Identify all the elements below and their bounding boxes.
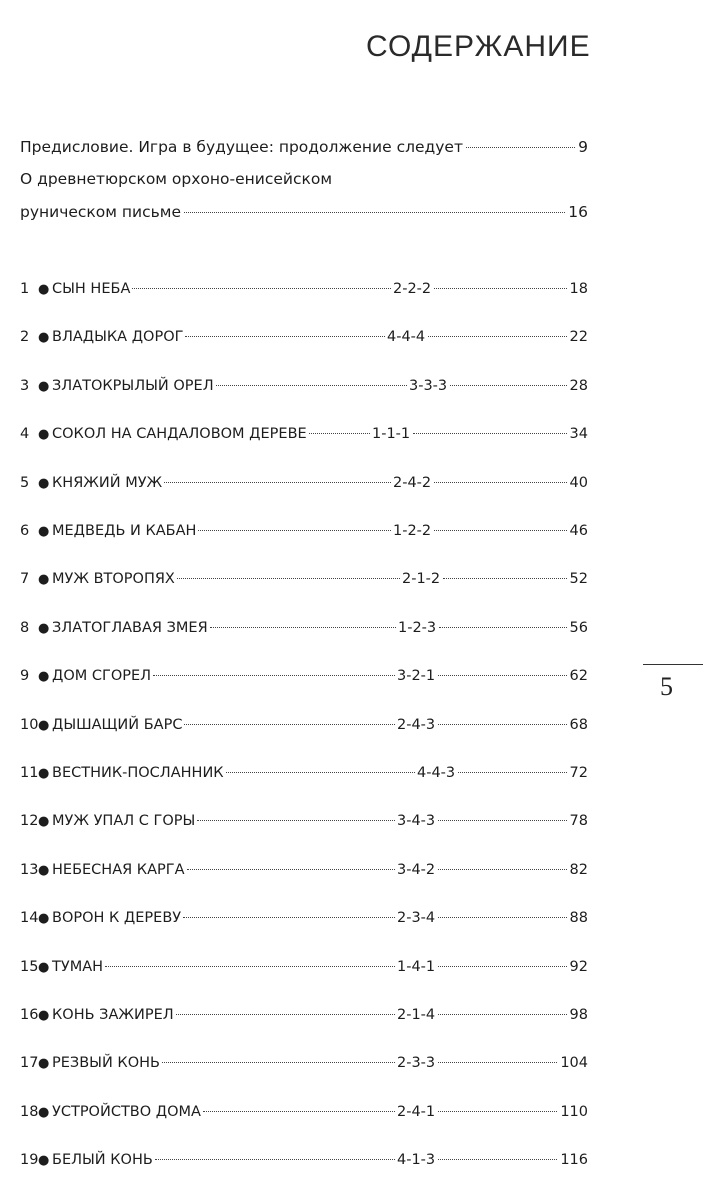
entry-number: 18	[20, 1103, 39, 1120]
bullet-icon: ●	[38, 814, 50, 830]
bullet-icon: ●	[38, 572, 50, 588]
toc-entry[interactable]	[20, 329, 588, 345]
toc-runic[interactable]	[20, 203, 588, 221]
leader-dots	[438, 820, 566, 821]
entry-number: 15	[20, 958, 39, 975]
leader-dots	[198, 530, 391, 531]
bullet-icon: ●	[38, 1008, 50, 1023]
entry-number: 9	[20, 668, 30, 685]
toc-entry[interactable]	[20, 959, 588, 975]
runic-title-line2: руническом письме	[20, 203, 181, 221]
toc-entry[interactable]	[20, 523, 588, 539]
entry-number: 16	[20, 1007, 39, 1023]
leader-dots	[434, 530, 566, 531]
entry-number: 8	[20, 619, 30, 636]
leader-dots	[210, 627, 396, 628]
runic-title-line1: О древнетюрском орхоно-енисейском	[20, 170, 333, 188]
leader-dots	[438, 1159, 557, 1160]
entry-title: ДОМ СГОРЕЛ	[52, 668, 152, 685]
entry-page: 62	[569, 668, 588, 685]
bullet-icon: ●	[38, 669, 50, 685]
entry-title: МЕДВЕДЬ И КАБАН	[52, 523, 197, 539]
bullet-icon: ●	[38, 378, 50, 394]
entry-number: 6	[20, 523, 30, 539]
leader-dots	[450, 385, 566, 386]
entry-title: СЫН НЕБА	[52, 281, 131, 297]
leader-dots	[438, 1014, 566, 1015]
leader-dots	[183, 917, 395, 918]
entry-title: ВЛАДЫКА ДОРОГ	[52, 329, 184, 346]
entry-page: 18	[569, 281, 588, 297]
bullet-icon: ●	[38, 282, 50, 297]
toc-entry[interactable]	[20, 1104, 588, 1120]
toc-entry[interactable]	[20, 813, 588, 829]
toc-entry[interactable]	[20, 1007, 588, 1023]
entry-code: 3-4-3	[397, 813, 436, 830]
entry-title: БЕЛЫЙ КОНЬ	[52, 1152, 153, 1169]
page-title: СОДЕРЖАНИЕ	[366, 30, 591, 63]
leader-dots	[197, 820, 395, 821]
page-number: 5	[660, 672, 673, 701]
entry-code: 1-4-1	[397, 958, 436, 975]
entry-code: 2-1-2	[402, 571, 441, 588]
entry-page: 92	[569, 958, 588, 975]
entry-code: 2-3-3	[397, 1055, 436, 1072]
entry-page: 116	[560, 1152, 588, 1169]
leader-dots	[177, 578, 400, 579]
toc-preface[interactable]	[20, 138, 588, 156]
leader-dots	[105, 966, 395, 967]
toc-entry[interactable]	[20, 426, 588, 442]
bullet-icon: ●	[38, 862, 50, 878]
entry-page: 28	[569, 377, 588, 394]
entry-title: МУЖ УПАЛ С ГОРЫ	[52, 813, 196, 830]
toc-entry[interactable]	[20, 378, 588, 394]
entry-code: 4-4-4	[387, 329, 426, 346]
entry-title: НЕБЕСНАЯ КАРГА	[52, 861, 185, 878]
toc-runic-line1[interactable]	[20, 170, 588, 188]
entry-page: 78	[569, 813, 588, 830]
toc-entry[interactable]	[20, 717, 588, 733]
entry-title: ЗЛАТОКРЫЛЫЙ ОРЕЛ	[52, 377, 214, 394]
entry-code: 4-1-3	[397, 1152, 436, 1169]
entry-title: ДЫШАЩИЙ БАРС	[52, 716, 183, 733]
entry-code: 3-3-3	[409, 377, 448, 394]
toc-entry[interactable]	[20, 1055, 588, 1071]
leader-dots	[434, 288, 566, 289]
toc-entry[interactable]	[20, 475, 588, 491]
entry-title: СОКОЛ НА САНДАЛОВОМ ДЕРЕВЕ	[52, 426, 307, 443]
entry-page: 68	[569, 716, 588, 733]
leader-dots	[132, 288, 391, 289]
leader-dots	[226, 772, 415, 773]
toc-entry[interactable]	[20, 571, 588, 587]
bullet-icon: ●	[38, 620, 50, 636]
toc-entry[interactable]	[20, 281, 588, 297]
toc-entry[interactable]	[20, 620, 588, 636]
leader-dots	[176, 1014, 395, 1015]
entry-code: 1-1-1	[372, 426, 411, 443]
entry-page: 52	[569, 571, 588, 588]
bullet-icon: ●	[38, 959, 50, 975]
entry-title: ВОРОН К ДЕРЕВУ	[52, 910, 182, 927]
entry-code: 3-2-1	[397, 668, 436, 685]
leader-dots	[438, 675, 566, 676]
leader-dots	[155, 1159, 395, 1160]
entry-number: 17	[20, 1055, 39, 1072]
leader-dots	[185, 336, 385, 337]
entry-number: 10	[20, 716, 39, 733]
entry-page: 110	[560, 1103, 588, 1120]
entry-number: 19	[20, 1152, 39, 1169]
leader-dots	[443, 578, 566, 579]
entry-title: УСТРОЙСТВО ДОМА	[52, 1103, 201, 1120]
leader-dots	[439, 627, 566, 628]
entry-code: 2-3-4	[397, 910, 436, 927]
leader-dots	[153, 675, 395, 676]
entry-code: 2-4-3	[397, 716, 436, 733]
leader-dots	[438, 869, 566, 870]
bullet-icon: ●	[38, 717, 50, 733]
leader-dots	[438, 724, 566, 725]
bullet-icon: ●	[38, 1153, 50, 1169]
entry-title: КНЯЖИЙ МУЖ	[52, 474, 163, 491]
leader-dots	[438, 1111, 557, 1112]
leader-dots	[428, 336, 566, 337]
leader-dots	[309, 433, 370, 434]
entry-code: 2-2-2	[393, 281, 432, 297]
toc-entry[interactable]	[20, 910, 588, 926]
toc-entry[interactable]	[20, 668, 588, 684]
bullet-icon: ●	[38, 427, 50, 443]
entry-number: 3	[20, 377, 30, 394]
entry-number: 4	[20, 426, 30, 443]
entry-number: 1	[20, 281, 30, 297]
entry-title: ТУМАН	[52, 958, 104, 975]
toc-entry[interactable]	[20, 765, 588, 781]
leader-dots	[164, 482, 391, 483]
preface-page: 9	[578, 138, 588, 156]
leader-dots	[184, 724, 395, 725]
entry-title: ВЕСТНИК-ПОСЛАННИК	[52, 765, 224, 781]
entry-code: 1-2-2	[393, 523, 432, 539]
entry-code: 2-1-4	[397, 1007, 436, 1023]
entry-number: 14	[20, 910, 39, 927]
bullet-icon: ●	[38, 766, 50, 781]
runic-page: 16	[568, 203, 588, 221]
entry-title: ЗЛАТОГЛАВАЯ ЗМЕЯ	[52, 619, 208, 636]
preface-title: Предисловие. Игра в будущее: продолжение следует	[20, 138, 463, 156]
entry-page: 40	[569, 474, 588, 491]
leader-dots	[438, 917, 566, 918]
bullet-icon: ●	[38, 330, 50, 346]
entry-page: 34	[569, 426, 588, 443]
entry-number: 13	[20, 861, 39, 878]
leader-dots	[162, 1062, 395, 1063]
entry-number: 7	[20, 571, 30, 588]
leader-dots	[187, 869, 395, 870]
leader-dots	[413, 433, 566, 434]
leader-dots	[216, 385, 407, 386]
leader-dots	[466, 147, 575, 148]
toc-entry[interactable]	[20, 1152, 588, 1168]
entry-code: 2-4-1	[397, 1103, 436, 1120]
leader-dots	[458, 772, 566, 773]
entry-number: 11	[20, 765, 39, 781]
leader-dots	[438, 1062, 557, 1063]
entry-page: 46	[569, 523, 588, 539]
entry-title: КОНЬ ЗАЖИРЕЛ	[52, 1007, 174, 1023]
bullet-icon: ●	[38, 1104, 50, 1120]
bullet-icon: ●	[38, 1056, 50, 1072]
entry-page: 82	[569, 861, 588, 878]
bullet-icon: ●	[38, 911, 50, 927]
entry-title: МУЖ ВТОРОПЯХ	[52, 571, 175, 588]
bullet-icon: ●	[38, 475, 50, 491]
entry-number: 2	[20, 329, 30, 346]
entry-number: 5	[20, 474, 30, 491]
entry-page: 56	[569, 619, 588, 636]
entry-code: 2-4-2	[393, 474, 432, 491]
entry-page: 88	[569, 910, 588, 927]
leader-dots	[203, 1111, 395, 1112]
entry-code: 1-2-3	[398, 619, 437, 636]
entry-page: 22	[569, 329, 588, 346]
bullet-icon: ●	[38, 524, 50, 539]
leader-dots	[184, 212, 565, 213]
entry-code: 4-4-3	[417, 765, 456, 781]
entry-page: 104	[560, 1055, 588, 1072]
entry-page: 72	[569, 765, 588, 781]
folio-rule	[643, 664, 703, 665]
leader-dots	[434, 482, 566, 483]
leader-dots	[438, 966, 566, 967]
entry-page: 98	[569, 1007, 588, 1023]
entry-title: РЕЗВЫЙ КОНЬ	[52, 1055, 160, 1072]
entry-number: 12	[20, 813, 39, 830]
entry-code: 3-4-2	[397, 861, 436, 878]
toc-entry[interactable]	[20, 862, 588, 878]
